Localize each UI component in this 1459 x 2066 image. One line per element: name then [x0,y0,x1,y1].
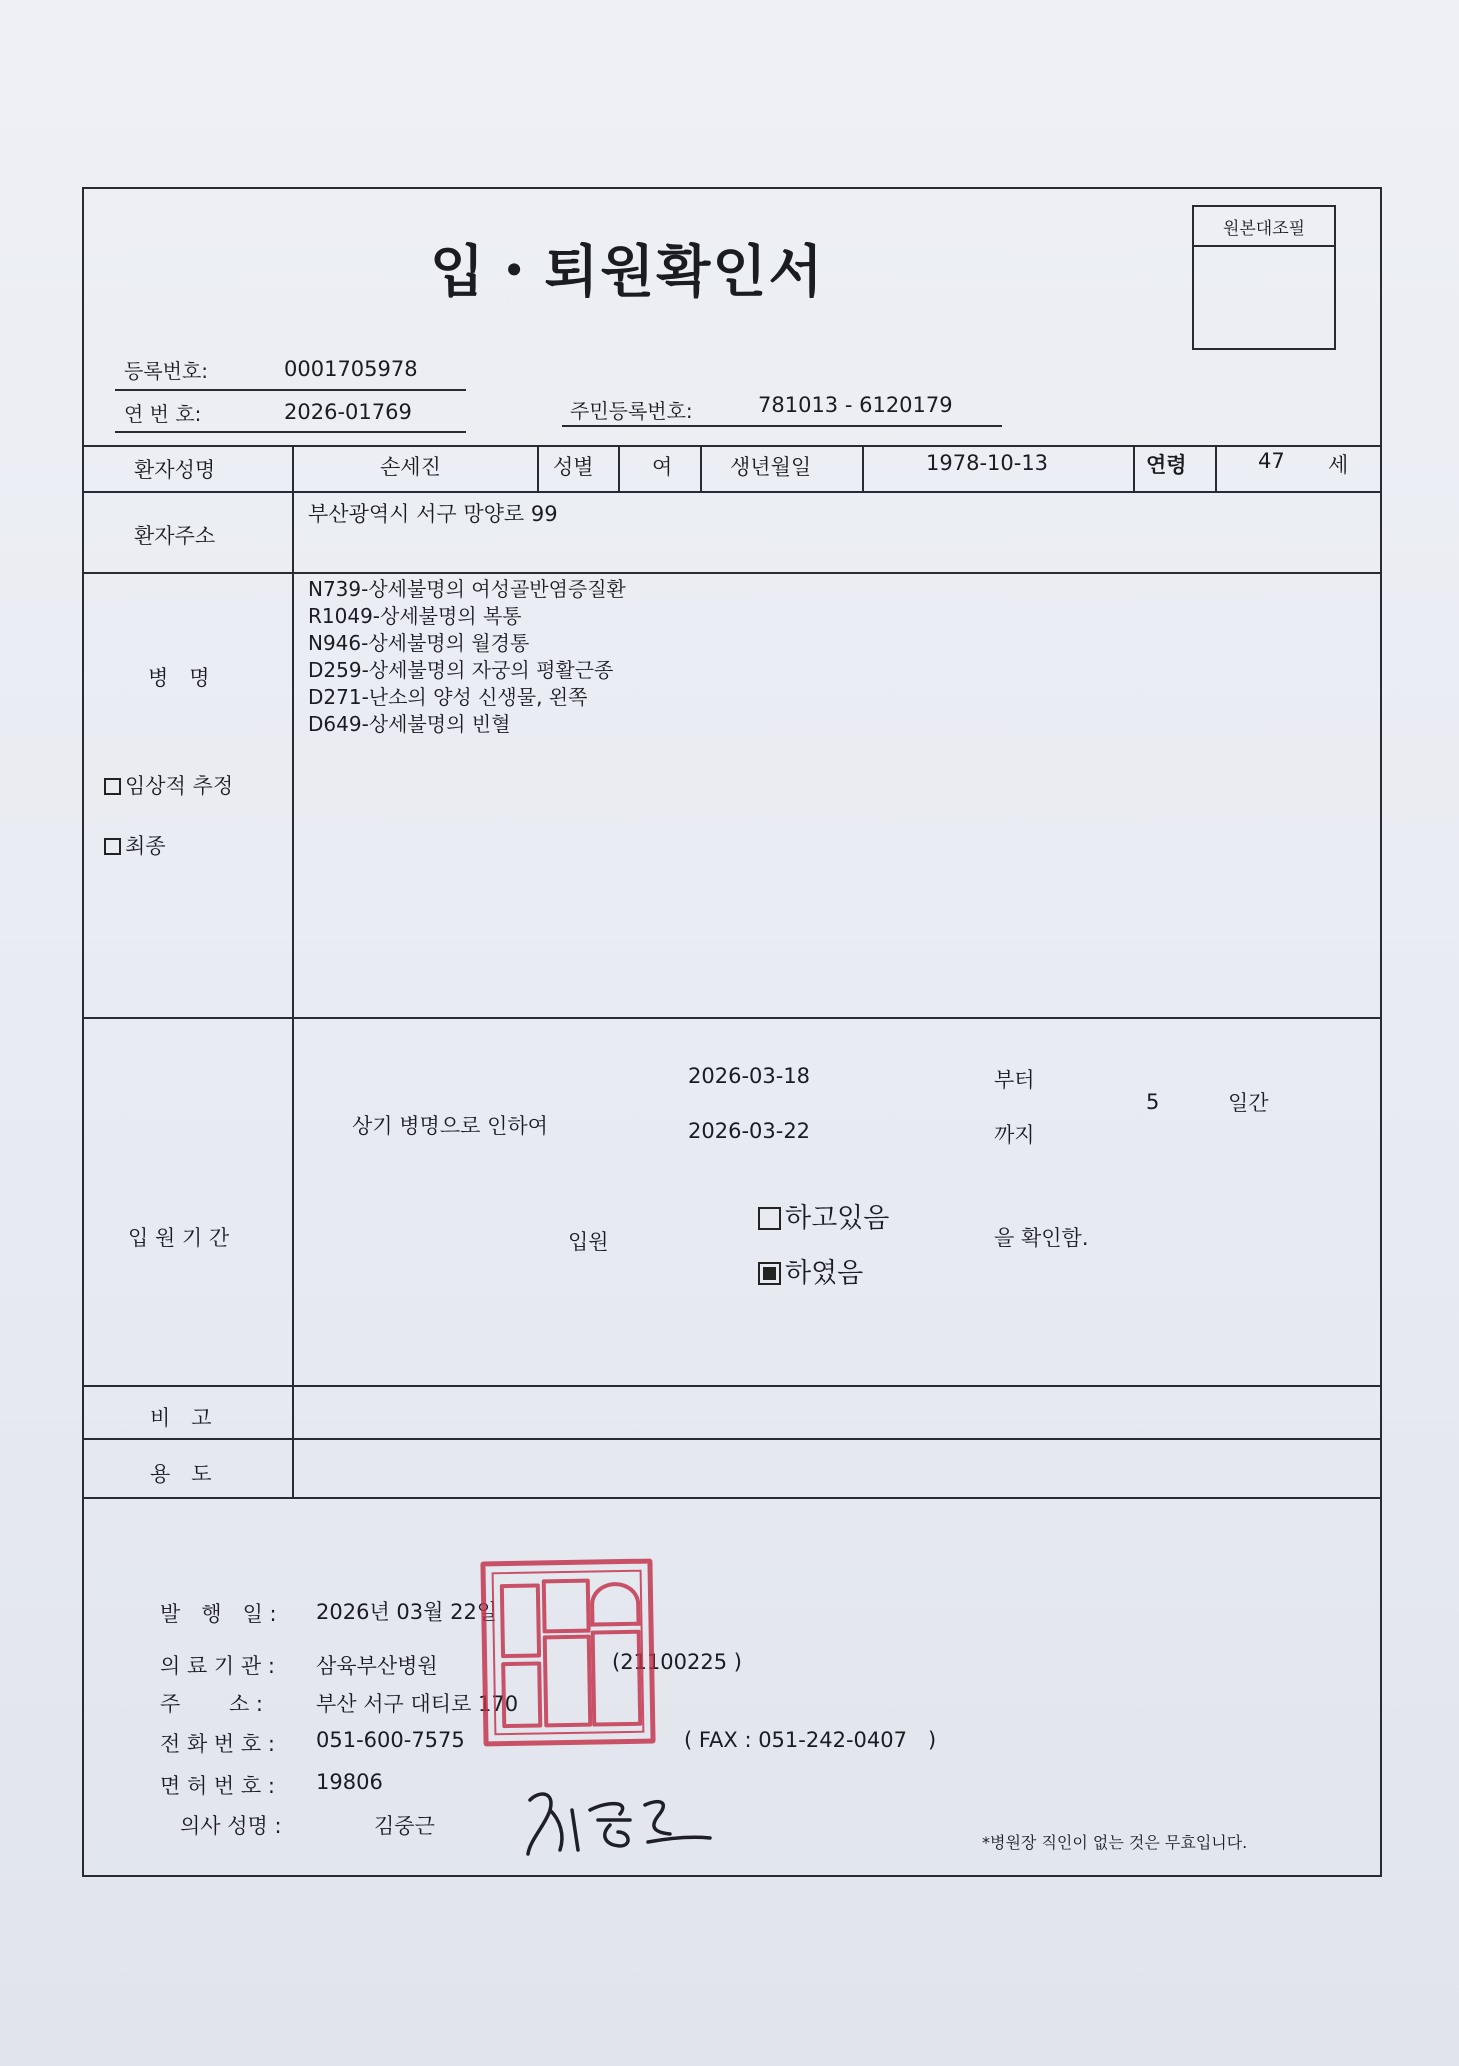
table-line-period-row [84,1385,1380,1387]
age-unit: 세 [1328,453,1349,477]
registration-label: 등록번호: [124,359,209,383]
license-number: 19806 [316,1770,383,1794]
issue-date-label: 발 행 일 : [160,1602,277,1626]
diagnosis-item: N946-상세불명의 월경통 [308,631,530,655]
patient-name-label: 환자성명 [134,458,216,482]
hospital-seal [480,1559,655,1747]
final-diagnosis-label: 최종 [125,834,166,858]
admission-days: 5 [1146,1090,1160,1114]
institution-name: 삼육부산병원 [316,1654,438,1678]
clinical-estimate-label: 임상적 추정 [125,774,234,798]
diagnosis-item: D271-난소의 양성 신생물, 왼쪽 [308,685,588,709]
table-line-age-label-column [1133,445,1135,491]
admission-reason: 상기 병명으로 인하여 [352,1114,548,1138]
seal-glyph-stroke [543,1635,593,1728]
table-line-remarks-row [84,1438,1380,1440]
document-title: 입・퇴원확인서 [430,240,825,305]
hospital-address: 부산 서구 대티로 170 [316,1692,519,1716]
confirm-text: 을 확인함. [994,1226,1089,1250]
final-diagnosis-checkbox[interactable] [104,838,121,855]
table-line-birth-value-column [862,445,864,491]
table-line-label-column [292,445,294,1497]
seal-glyph-stroke [500,1583,541,1658]
admission-status-label: 입원 [568,1230,609,1254]
hospital-address-label: 주 소 : [160,1692,263,1716]
doctor-label: 의사 성명 : [180,1814,282,1838]
remarks-label: 비 고 [150,1406,212,1430]
institution-label: 의 료 기 관 : [160,1654,275,1678]
seal-glyph-stroke [591,1630,643,1727]
sex-label: 성별 [553,455,594,479]
clinical-estimate-checkbox[interactable] [104,778,121,795]
option-done [758,1251,863,1290]
clinical-estimate-option [104,770,233,800]
final-diagnosis-option [104,830,166,860]
serial-number: 2026-01769 [284,400,412,424]
registration-number: 0001705978 [284,357,418,381]
table-line-age-value-column [1215,445,1217,491]
diagnosis-item: N739-상세불명의 여성골반염증질환 [308,577,626,601]
resident-underline [562,425,1002,427]
seal-glyph-stroke [590,1582,641,1627]
patient-address-label: 환자주소 [134,524,216,548]
patient-name: 손세진 [380,455,441,479]
purpose-label: 용 도 [150,1462,212,1486]
to-label: 까지 [994,1123,1035,1147]
option-done-checkbox[interactable] [758,1262,781,1285]
original-verification-label: 원본대조필 [1194,207,1334,247]
option-ongoing-checkbox[interactable] [758,1207,781,1230]
seal-glyph-stroke [542,1579,591,1634]
birth-date: 1978-10-13 [926,451,1049,475]
option-done-label: 하였음 [785,1258,864,1289]
sex-value: 여 [652,455,673,479]
option-ongoing-label: 하고있음 [785,1203,890,1234]
table-line-name-row [84,491,1380,493]
from-label: 부터 [994,1068,1035,1092]
doctor-signature [520,1780,720,1860]
birth-date-label: 생년월일 [730,455,812,479]
phone-label: 전 화 번 호 : [160,1732,275,1756]
resident-number-label: 주민등록번호: [570,399,693,423]
validity-notice: *병원장 직인이 없는 것은 무효입니다. [982,1833,1248,1852]
age-value: 47 [1258,449,1285,473]
diagnosis-item: D649-상세불명의 빈혈 [308,712,511,736]
table-line-address-row [84,572,1380,574]
seal-glyph-stroke [501,1661,542,1728]
license-label: 면 허 번 호 : [160,1774,275,1798]
admission-days-unit: 일간 [1228,1091,1269,1115]
resident-number: 781013 - 6120179 [758,393,953,417]
issue-date: 2026년 03월 22일 [316,1600,498,1624]
table-line-top [84,445,1380,447]
admission-period-label: 입 원 기 간 [128,1226,230,1250]
table-line-sex-value-column [618,445,620,491]
serial-label: 연 번 호: [124,402,202,426]
original-verification-box [1192,205,1336,350]
table-line-diagnosis-row [84,1017,1380,1019]
diagnosis-list [308,576,626,738]
institution-code: (21100225 ) [612,1650,742,1674]
patient-address: 부산광역시 서구 망양로 99 [308,502,558,526]
diagnosis-item: D259-상세불명의 자궁의 평활근종 [308,658,614,682]
table-line-birth-label-column [700,445,702,491]
diagnosis-label: 병 명 [148,666,210,690]
table-line-sex-label-column [537,445,539,491]
diagnosis-item: R1049-상세불명의 복통 [308,604,522,628]
form-border [82,187,1382,1877]
admission-end-date: 2026-03-22 [688,1119,811,1143]
table-line-purpose-row [84,1497,1380,1499]
phone-number: 051-600-7575 [316,1728,465,1752]
option-ongoing [758,1196,889,1235]
age-label: 연령 [1146,453,1187,477]
fax-number: ( FAX : 051-242-0407 ) [684,1728,937,1752]
serial-underline [115,431,466,433]
doctor-name: 김중근 [374,1814,435,1838]
registration-underline [115,389,466,391]
admission-start-date: 2026-03-18 [688,1064,811,1088]
